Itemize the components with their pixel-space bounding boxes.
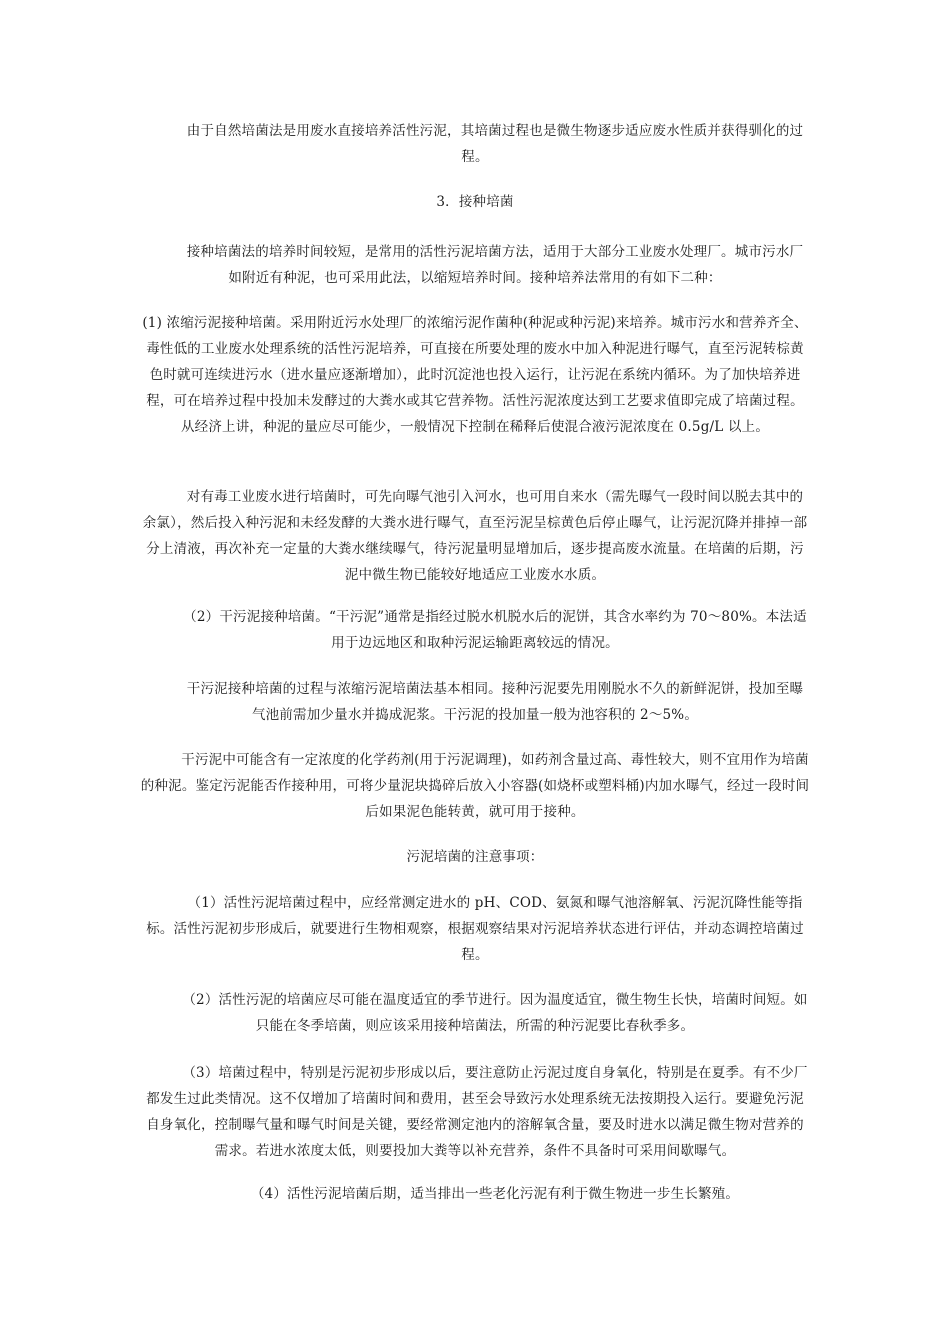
paragraph-dry-sludge-chemicals: 干污泥中可能含有一定浓度的化学药剂(用于污泥调理)，如药剂含量过高、毒性较大，则不宜用作为培菌的种泥。鉴定污泥能否作接种用，可将少量泥块捣碎后放入小容器(如烧杯或塑料桶)内加水曝气，经过一段时间后如果泥色能转黄，就可用于接种。 (140, 752, 810, 820)
paragraph-acclimation-note: 由于自然培菌法是用废水直接培养活性污泥，其培菌过程也是微生物逐步适应废水性质并获得驯化的过程。 (186, 123, 804, 165)
paragraph-precaution-2: （2）活性污泥的培菌应尽可能在温度适宜的季节进行。因为温度适宜，微生物生长快，培菌时间短。如只能在冬季培菌，则应该采用接种培菌法，所需的种污泥要比春秋季多。 (182, 992, 808, 1034)
section-heading-inoculation: 3．接种培菌 (436, 194, 514, 210)
paragraph-dry-sludge-process: 干污泥接种培菌的过程与浓缩污泥培菌法基本相同。接种污泥要先用刚脱水不久的新鲜泥饼，投加至曝气池前需加少量水并捣成泥浆。干污泥的投加量一般为池容积的 2～5%。 (186, 681, 804, 723)
paragraph-inoculation-intro: 接种培菌法的培养时间较短，是常用的活性污泥培菌方法，适用于大部分工业废水处理厂。城市污水厂如附近有种泥，也可采用此法，以缩短培养时间。接种培养法常用的有如下二种： (186, 244, 804, 286)
paragraph-thickened-sludge: (1) 浓缩污泥接种培菌。采用附近污水处理厂的浓缩污泥作菌种(种泥或种污泥)来培养。城市污水和营养齐全、毒性低的工业废水处理系统的活性污泥培养，可直接在所要处理的废水中加入种泥进行曝气，直至污泥转棕黄色时就可连续进污水（进水量应逐渐增加），此时沉淀池也投入运行，让污泥在系统内循环。为了加快培养进程，可在培养过程中投加未发酵过的大粪水或其它营养物。活性污泥浓度达到工艺要求值即完成了培菌过程。从经济上讲，种泥的量应尽可能少，一般情况下控制在稀释后使混合液污泥浓度在 0.5g/L 以上。 (142, 315, 808, 435)
heading-precautions: 污泥培菌的注意事项： (406, 849, 544, 865)
paragraph-precaution-4: （4）活性污泥培菌后期，适当排出一些老化污泥有利于微生物进一步生长繁殖。 (250, 1186, 740, 1202)
paragraph-precaution-3: （3）培菌过程中，特别是污泥初步形成以后，要注意防止污泥过度自身氧化，特别是在夏季。有不少厂都发生过此类情况。这不仅增加了培菌时间和费用，甚至会导致污水处理系统无法按期投入运行。要避免污泥自身氧化，控制曝气量和曝气时间是关键，要经常测定池内的溶解氧含量，要及时进水以满足微生物对营养的需求。若进水浓度太低，则要投加大粪等以补充营养，条件不具备时可采用间歇曝气。 (146, 1065, 808, 1159)
paragraph-precaution-1: （1）活性污泥培菌过程中，应经常测定进水的 pH、COD、氨氮和曝气池溶解氧、污泥沉降性能等指标。活性污泥初步形成后，就要进行生物相观察，根据观察结果对污泥培养状态进行评估，并动态调控培菌过程。 (146, 895, 804, 963)
paragraph-toxic-wastewater: 对有毒工业废水进行培菌时，可先向曝气池引入河水，也可用自来水（需先曝气一段时间以脱去其中的余氯），然后投入种污泥和未经发酵的大粪水进行曝气，直至污泥呈棕黄色后停止曝气，让污泥沉降并排掉一部分上清液，再次补充一定量的大粪水继续曝气，待污泥量明显增加后，逐步提高废水流量。在培菌的后期，污泥中微生物已能较好地适应工业废水水质。 (142, 489, 808, 583)
paragraph-dry-sludge: （2）干污泥接种培菌。“干污泥”通常是指经过脱水机脱水后的泥饼，其含水率约为 70～80%。本法适用于边远地区和取种污泥运输距离较远的情况。 (183, 609, 807, 651)
